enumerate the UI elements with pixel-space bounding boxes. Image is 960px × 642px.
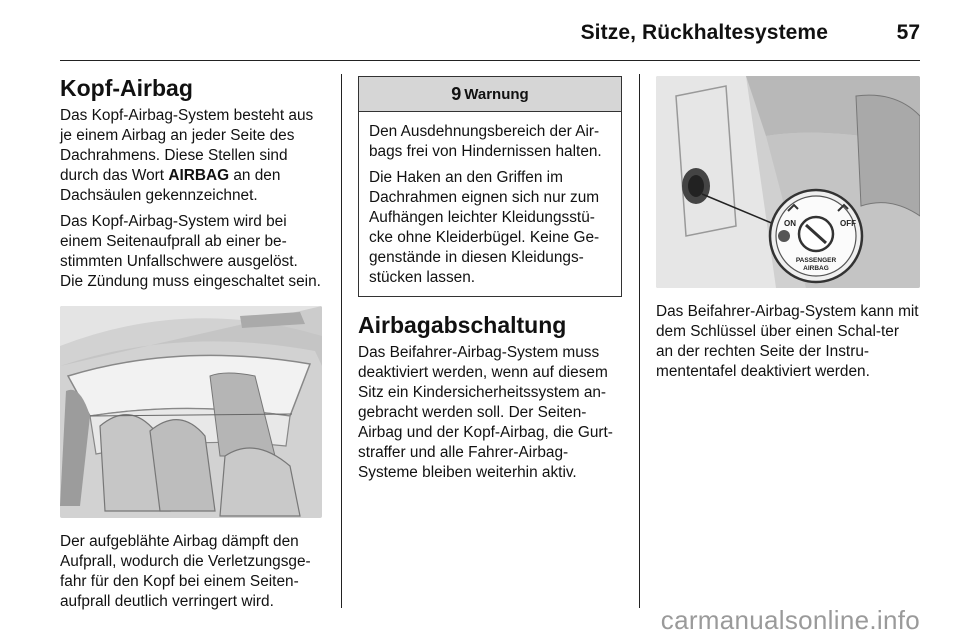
warning-header [359, 77, 621, 112]
switch-airbag-label: AIRBAG [803, 265, 829, 272]
warning-box [358, 76, 622, 297]
column-3 [656, 74, 920, 388]
warning-icon: 9 [451, 83, 462, 104]
warning-title: Warnung [464, 85, 529, 103]
airbag-switch-drawing [656, 76, 920, 288]
paragraph-kopf-airbag-2: Das Kopf-Airbag-System wird bei einem Seitenaufprall ab einer be-stimmten Unfallschwere ausgelöst. Die Zündung muss eingeschaltet sein. [60, 213, 321, 290]
page-header [60, 14, 920, 61]
switch-passenger-label: PASSENGER [795, 257, 837, 264]
paragraph-text: Das Kopf-Airbag-System besteht aus je einem Airbag an jeder Seite des Dachrahmens. Diese Stellen sind durch das Wort [60, 107, 314, 184]
warning-paragraph-2: Die Haken an den Griffen im Dachrahmen eignen sich nur zum Aufhängen leichter Kleidungsstü-cke ohne Kleiderbügel. Keine Ge-genstände in diesen Kleidungs-stücken lassen. [369, 169, 600, 286]
curtain-airbag-drawing [60, 306, 322, 518]
paragraph-beifahrer-airbag: Das Beifahrer-Airbag-System kann mit dem Schlüssel über einen Schal-ter an der rechten Seite der Instru-mententafel deaktiviert werden. [656, 303, 919, 380]
heading-kopf-airbag: Kopf-Airbag [60, 75, 193, 101]
page-number: 57 [896, 21, 920, 44]
paragraph-airbagabschaltung: Das Beifahrer-Airbag-System muss deaktiviert werden, wenn auf diesem Sitz ein Kindersicherheitssystem an-gebracht werden soll. Der Seiten-Airbag und der Kopf-Airbag, die Gurt-straffer und alle Fahrer-Airbag-Systeme bleiben weiterhin aktiv. [358, 344, 613, 481]
watermark: carmanualsonline.info [660, 605, 920, 635]
airbag-switch-illustration [656, 76, 920, 288]
heading-airbagabschaltung: Airbagabschaltung [358, 312, 567, 338]
airbag-keyword: AIRBAG [168, 167, 230, 184]
caption-kopf-airbag: Der aufgeblähte Airbag dämpft den Aufprall, wodurch die Verletzungsge-fahr für den Kopf bei einem Seiten-aufprall deutlich verringert wird. [60, 533, 311, 610]
switch-on-label: ON [784, 219, 796, 228]
warning-paragraph-1: Den Ausdehnungsbereich der Air-bags frei von Hindernissen halten. [369, 123, 602, 160]
column-2 [358, 74, 622, 489]
paragraph-kopf-airbag-1 [60, 106, 324, 206]
warning-body [359, 112, 621, 296]
column-1 [60, 74, 324, 618]
section-title: Sitze, Rückhaltesysteme [580, 21, 828, 44]
paragraph-text: an den Dachsäulen gekennzeichnet. [60, 167, 281, 204]
column-divider [341, 74, 342, 608]
column-divider [639, 74, 640, 608]
curtain-airbag-illustration [60, 306, 322, 518]
switch-off-label: OFF [840, 219, 856, 228]
